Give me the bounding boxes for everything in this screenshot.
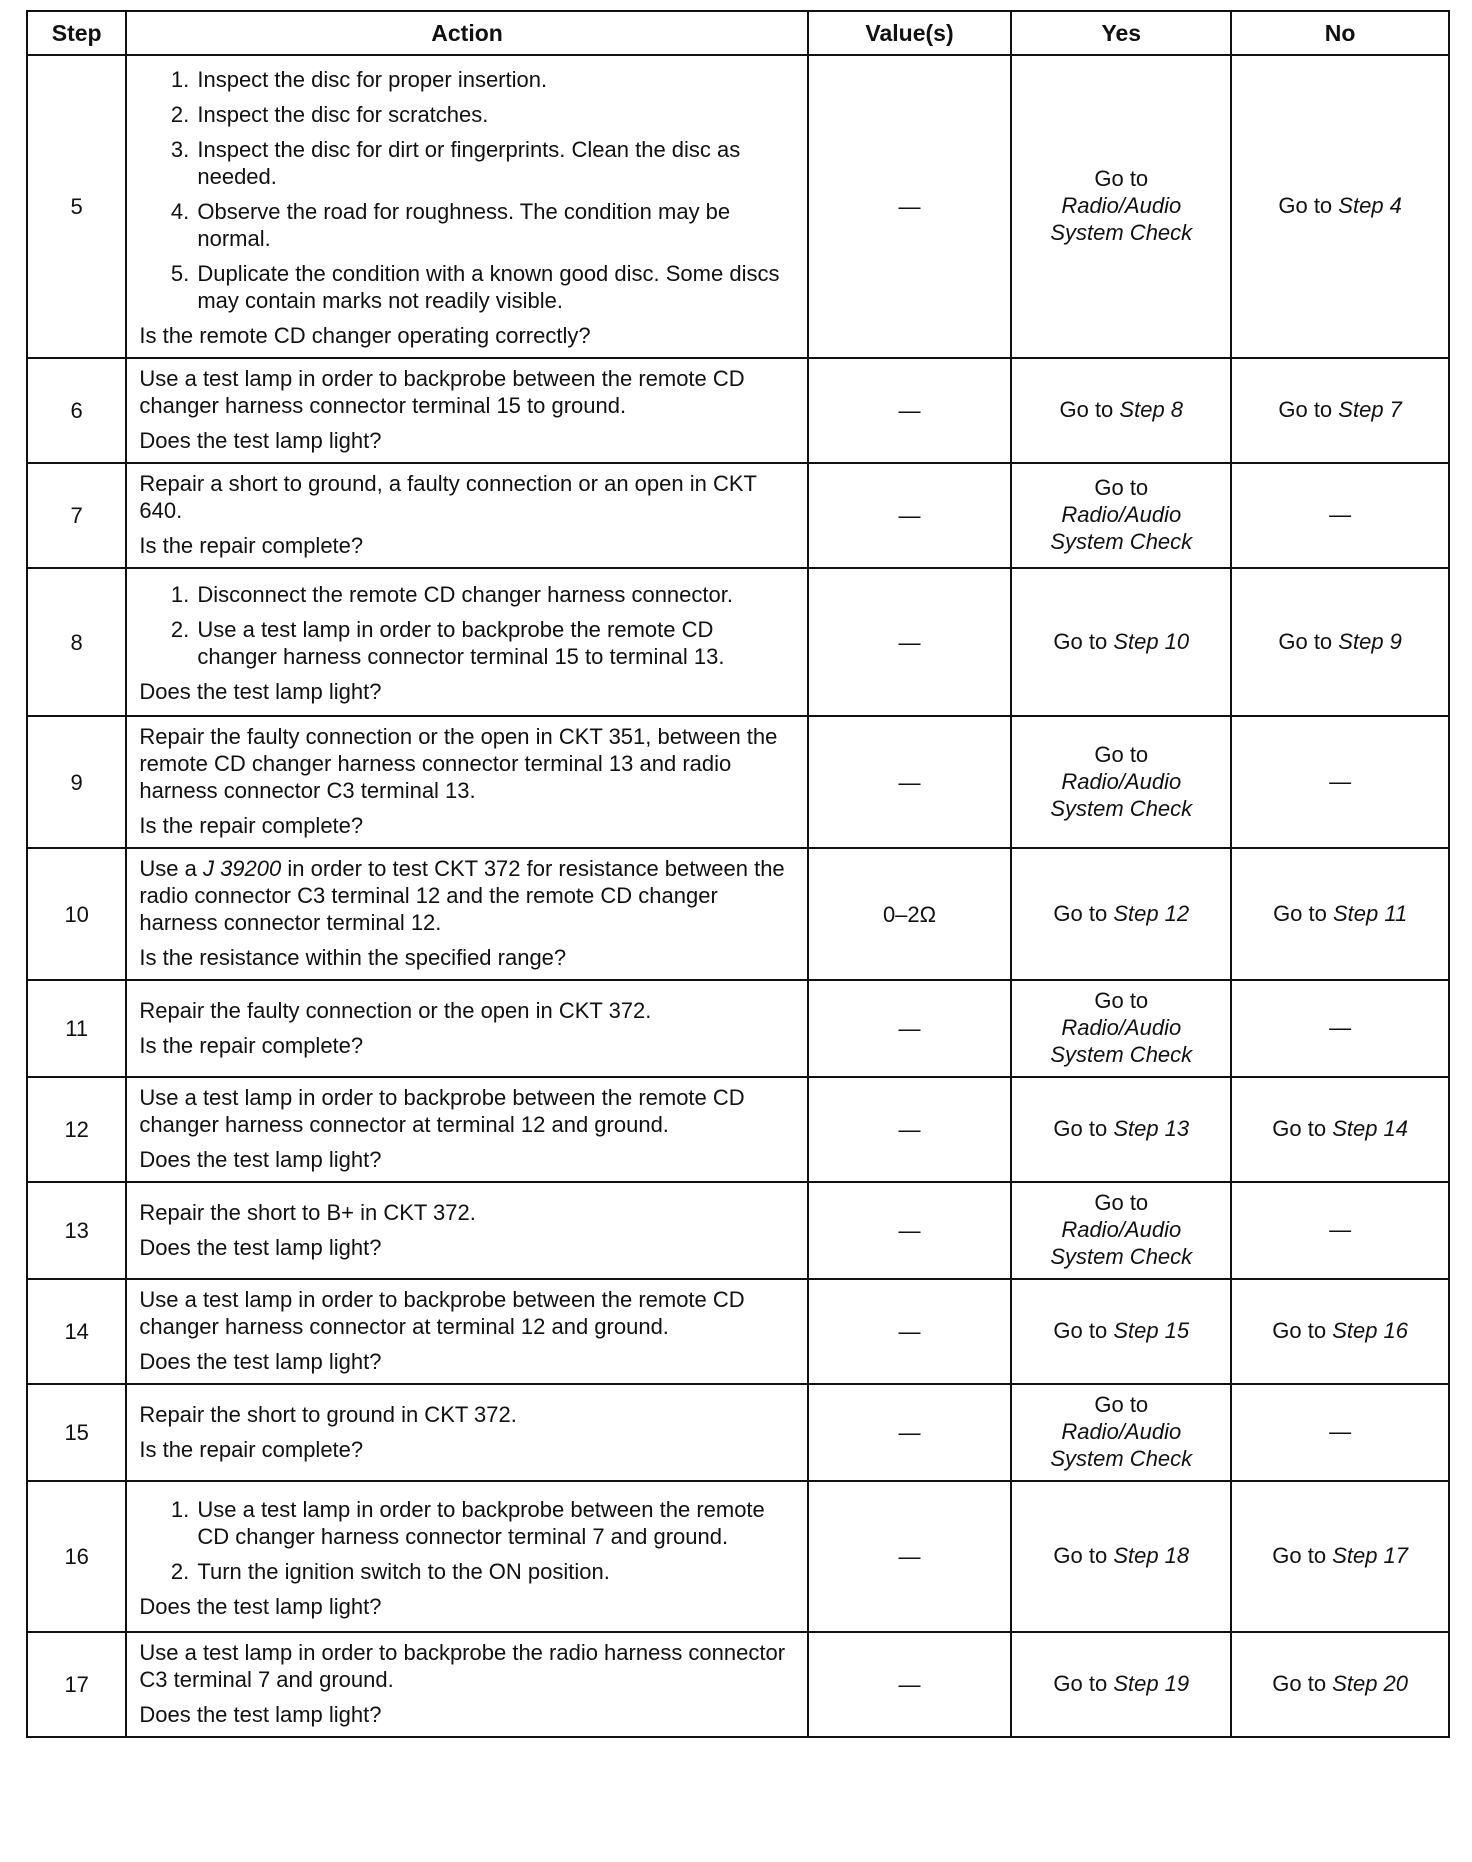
yes-cell bbox=[1011, 55, 1231, 358]
action-cell bbox=[126, 1481, 807, 1632]
value-cell: — bbox=[808, 358, 1011, 463]
action-cell bbox=[126, 463, 807, 568]
no-cell: — bbox=[1231, 1182, 1449, 1279]
table-row bbox=[27, 1632, 1449, 1737]
no-go-to: Go to bbox=[1272, 1318, 1327, 1343]
action-question: Does the test lamp light? bbox=[139, 1593, 382, 1619]
action-text: Repair the short to ground in CKT 372. bbox=[139, 1401, 517, 1427]
yes-go-to: Go to bbox=[1053, 1543, 1108, 1568]
list-item: 1. Disconnect the remote CD changer harness connector. bbox=[195, 581, 796, 608]
action-text: Use a test lamp in order to backprobe between the remote CD changer harness connector terminal 15 to ground. bbox=[139, 366, 745, 418]
table-row bbox=[27, 1279, 1449, 1384]
no-link-step[interactable]: Step 14 bbox=[1332, 1116, 1409, 1141]
action-question: Is the repair complete? bbox=[139, 1032, 364, 1058]
action-cell bbox=[126, 848, 807, 980]
action-list bbox=[139, 66, 796, 314]
step-number: 10 bbox=[27, 848, 126, 980]
action-text-post: in order to test CKT 372 for resistance between the radio connector C3 terminal 12 and the remote CD changer harness connector terminal 12. bbox=[139, 856, 785, 935]
action-text: Repair the short to B+ in CKT 372. bbox=[139, 1199, 476, 1225]
action-question: Is the repair complete? bbox=[139, 533, 364, 558]
step-number: 5 bbox=[27, 55, 126, 358]
header-action: Action bbox=[126, 11, 807, 55]
step-number: 6 bbox=[27, 358, 126, 463]
step-number: 8 bbox=[27, 568, 126, 716]
yes-go-to: Go to bbox=[1094, 741, 1149, 767]
list-item: 2. Turn the ignition switch to the ON position. bbox=[195, 1558, 796, 1585]
header-yes: Yes bbox=[1011, 11, 1231, 55]
yes-cell bbox=[1011, 716, 1231, 848]
no-go-to: Go to bbox=[1278, 397, 1333, 422]
yes-cell bbox=[1011, 848, 1231, 980]
no-go-to: Go to bbox=[1278, 628, 1333, 654]
list-item: 2. Use a test lamp in order to backprobe the remote CD changer harness connector terminal 15 to terminal 13. bbox=[195, 616, 796, 670]
list-item: 4. Observe the road for roughness. The condition may be normal. bbox=[195, 198, 796, 252]
yes-go-to: Go to bbox=[1053, 1116, 1108, 1141]
yes-cell bbox=[1011, 980, 1231, 1077]
no-cell bbox=[1231, 358, 1449, 463]
table-row bbox=[27, 980, 1449, 1077]
yes-cell bbox=[1011, 1077, 1231, 1182]
yes-link-step[interactable]: Step 12 bbox=[1113, 900, 1190, 926]
yes-link-radio-audio[interactable]: Radio/Audio bbox=[1061, 193, 1182, 218]
no-cell bbox=[1231, 1481, 1449, 1632]
no-link-step[interactable]: Step 9 bbox=[1338, 628, 1402, 654]
action-text bbox=[139, 855, 796, 936]
value-cell: — bbox=[808, 1182, 1011, 1279]
table-row bbox=[27, 358, 1449, 463]
yes-go-to: Go to bbox=[1059, 397, 1114, 422]
step-number: 11 bbox=[27, 980, 126, 1077]
action-cell bbox=[126, 716, 807, 848]
action-cell bbox=[126, 1077, 807, 1182]
value-cell: — bbox=[808, 463, 1011, 568]
no-go-to: Go to bbox=[1272, 1116, 1327, 1141]
list-item: 2. Inspect the disc for scratches. bbox=[195, 101, 796, 128]
no-cell: — bbox=[1231, 980, 1449, 1077]
table-row bbox=[27, 463, 1449, 568]
yes-go-to: Go to bbox=[1094, 475, 1149, 500]
action-question: Does the test lamp light? bbox=[139, 1349, 382, 1374]
step-number: 9 bbox=[27, 716, 126, 848]
no-go-to: Go to bbox=[1272, 1671, 1327, 1696]
step-number: 7 bbox=[27, 463, 126, 568]
no-cell bbox=[1231, 568, 1449, 716]
action-question: Does the test lamp light? bbox=[139, 428, 382, 453]
table-row bbox=[27, 1077, 1449, 1182]
no-link-step[interactable]: Step 7 bbox=[1338, 397, 1402, 422]
yes-go-to: Go to bbox=[1053, 1318, 1108, 1343]
action-question: Does the test lamp light? bbox=[139, 1702, 382, 1727]
action-question: Is the remote CD changer operating correctly? bbox=[139, 323, 591, 348]
no-link-step[interactable]: Step 4 bbox=[1338, 193, 1402, 218]
value-cell: — bbox=[808, 1279, 1011, 1384]
step-number: 15 bbox=[27, 1384, 126, 1481]
table-header-row bbox=[27, 11, 1449, 55]
yes-link-system-check[interactable]: System Check bbox=[1050, 529, 1193, 554]
yes-go-to: Go to bbox=[1094, 1392, 1149, 1417]
action-text-pre: Use a bbox=[139, 856, 203, 881]
yes-cell bbox=[1011, 568, 1231, 716]
value-cell: — bbox=[808, 1384, 1011, 1481]
no-link-step[interactable]: Step 11 bbox=[1333, 900, 1408, 926]
action-cell bbox=[126, 1279, 807, 1384]
header-values: Value(s) bbox=[808, 11, 1011, 55]
action-list bbox=[139, 1496, 796, 1585]
diagnostic-table-sheet bbox=[26, 10, 1450, 1738]
action-list bbox=[139, 581, 796, 670]
no-go-to: Go to bbox=[1273, 900, 1327, 926]
list-item: 5. Duplicate the condition with a known good disc. Some discs may contain marks not readily visible. bbox=[195, 260, 796, 314]
yes-link-system-check[interactable]: System Check bbox=[1050, 1042, 1193, 1067]
action-cell bbox=[126, 568, 807, 716]
no-cell bbox=[1231, 1279, 1449, 1384]
yes-go-to: Go to bbox=[1053, 628, 1108, 654]
yes-cell bbox=[1011, 1279, 1231, 1384]
no-link-step[interactable]: Step 16 bbox=[1332, 1318, 1409, 1343]
no-cell bbox=[1231, 1077, 1449, 1182]
no-cell bbox=[1231, 848, 1449, 980]
yes-cell bbox=[1011, 1632, 1231, 1737]
yes-link-step[interactable]: Step 13 bbox=[1113, 1116, 1190, 1141]
table-row bbox=[27, 55, 1449, 358]
action-question: Is the resistance within the specified range? bbox=[139, 945, 567, 970]
action-question: Does the test lamp light? bbox=[139, 1147, 382, 1172]
tool-reference: J 39200 bbox=[202, 856, 282, 881]
action-text: Use a test lamp in order to backprobe between the remote CD changer harness connector at terminal 12 and ground. bbox=[139, 1287, 745, 1339]
yes-link-radio-audio[interactable]: Radio/Audio bbox=[1061, 768, 1182, 794]
diagnostic-table bbox=[26, 10, 1450, 1738]
action-text: Repair a short to ground, a faulty connection or an open in CKT 640. bbox=[139, 471, 757, 523]
action-question: Does the test lamp light? bbox=[139, 1234, 382, 1260]
list-item: 3. Inspect the disc for dirt or fingerprints. Clean the disc as needed. bbox=[195, 136, 796, 190]
value-cell: — bbox=[808, 568, 1011, 716]
yes-link-system-check[interactable]: System Check bbox=[1050, 220, 1193, 245]
action-cell bbox=[126, 1632, 807, 1737]
yes-go-to: Go to bbox=[1094, 1190, 1149, 1215]
step-number: 16 bbox=[27, 1481, 126, 1632]
yes-go-to: Go to bbox=[1094, 988, 1149, 1013]
no-link-step[interactable]: Step 20 bbox=[1332, 1671, 1409, 1696]
table-row bbox=[27, 1481, 1449, 1632]
list-item: 1. Inspect the disc for proper insertion. bbox=[195, 66, 796, 93]
action-cell bbox=[126, 1384, 807, 1481]
yes-link-system-check[interactable]: System Check bbox=[1050, 1244, 1193, 1269]
yes-link-step[interactable]: Step 10 bbox=[1113, 628, 1190, 654]
value-cell: — bbox=[808, 1481, 1011, 1632]
yes-link-radio-audio[interactable]: Radio/Audio bbox=[1061, 1419, 1182, 1444]
value-cell: — bbox=[808, 55, 1011, 358]
yes-go-to: Go to bbox=[1094, 166, 1149, 191]
yes-link-system-check[interactable]: System Check bbox=[1050, 1446, 1193, 1471]
header-no: No bbox=[1231, 11, 1449, 55]
action-cell bbox=[126, 1182, 807, 1279]
action-text: Repair the faulty connection or the open in CKT 351, between the remote CD changer harness connector terminal 13 and radio harness connector C3 terminal 13. bbox=[139, 724, 778, 803]
step-number: 17 bbox=[27, 1632, 126, 1737]
action-cell bbox=[126, 358, 807, 463]
action-question: Is the repair complete? bbox=[139, 1436, 364, 1462]
action-question: Is the repair complete? bbox=[139, 813, 364, 838]
action-cell bbox=[126, 55, 807, 358]
no-cell bbox=[1231, 1632, 1449, 1737]
yes-link-step[interactable]: Step 19 bbox=[1113, 1671, 1190, 1696]
step-number: 13 bbox=[27, 1182, 126, 1279]
action-text: Repair the faulty connection or the open in CKT 372. bbox=[139, 997, 652, 1023]
no-cell: — bbox=[1231, 1384, 1449, 1481]
yes-cell bbox=[1011, 1182, 1231, 1279]
action-question: Does the test lamp light? bbox=[139, 679, 382, 704]
yes-go-to: Go to bbox=[1053, 1671, 1108, 1696]
yes-cell bbox=[1011, 358, 1231, 463]
yes-go-to: Go to bbox=[1053, 900, 1108, 926]
step-number: 14 bbox=[27, 1279, 126, 1384]
action-text: Use a test lamp in order to backprobe the radio harness connector C3 terminal 7 and ground. bbox=[139, 1640, 786, 1692]
yes-cell bbox=[1011, 1384, 1231, 1481]
table-row bbox=[27, 1384, 1449, 1481]
yes-link-step[interactable]: Step 18 bbox=[1113, 1543, 1190, 1568]
table-row bbox=[27, 716, 1449, 848]
yes-link-radio-audio[interactable]: Radio/Audio bbox=[1061, 1015, 1182, 1040]
step-number: 12 bbox=[27, 1077, 126, 1182]
no-link-step[interactable]: Step 17 bbox=[1332, 1543, 1409, 1568]
value-cell: — bbox=[808, 980, 1011, 1077]
value-cell: — bbox=[808, 1632, 1011, 1737]
header-step: Step bbox=[27, 11, 126, 55]
yes-link-radio-audio[interactable]: Radio/Audio bbox=[1061, 502, 1182, 527]
value-cell: — bbox=[808, 716, 1011, 848]
no-go-to: Go to bbox=[1278, 193, 1333, 218]
yes-link-system-check[interactable]: System Check bbox=[1050, 795, 1193, 821]
yes-link-step[interactable]: Step 8 bbox=[1119, 397, 1184, 422]
yes-cell bbox=[1011, 463, 1231, 568]
list-item: 1. Use a test lamp in order to backprobe between the remote CD changer harness connector terminal 7 and ground. bbox=[195, 1496, 796, 1550]
no-cell bbox=[1231, 55, 1449, 358]
value-cell: 0–2Ω bbox=[808, 848, 1011, 980]
no-cell: — bbox=[1231, 716, 1449, 848]
table-row bbox=[27, 848, 1449, 980]
yes-link-step[interactable]: Step 15 bbox=[1113, 1318, 1190, 1343]
value-cell: — bbox=[808, 1077, 1011, 1182]
action-text: Use a test lamp in order to backprobe between the remote CD changer harness connector at terminal 12 and ground. bbox=[139, 1085, 745, 1137]
yes-link-radio-audio[interactable]: Radio/Audio bbox=[1061, 1217, 1182, 1242]
no-cell: — bbox=[1231, 463, 1449, 568]
no-go-to: Go to bbox=[1272, 1543, 1327, 1568]
table-row bbox=[27, 1182, 1449, 1279]
action-cell bbox=[126, 980, 807, 1077]
table-row bbox=[27, 568, 1449, 716]
yes-cell bbox=[1011, 1481, 1231, 1632]
